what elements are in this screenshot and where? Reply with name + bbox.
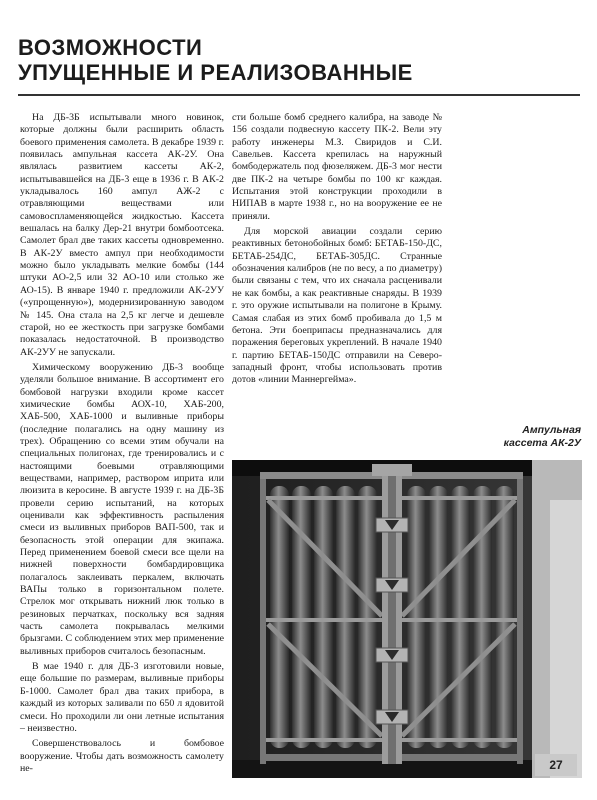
title-line-2: УПУЩЕННЫЕ И РЕАЛИЗОВАННЫЕ bbox=[18, 60, 413, 85]
paragraph: На ДБ-3Б испытывали много новинок, которые должны были расширить область боевого применения самолета. В декабре 1939 г. появилась ампульная кассета АК-2У. Она являлась развитием кассеты АК-2, испытывавшейся на ДБ-3 еще в 1936 г. В АК-2 укладывалось 160 ампул АЖ-2 с отравляющими веществами или самовоспламеняющейся жидкостью. Кассета вешалась на балку Дер-21 внутри бомбоотсека. Самолет брал две таких кассеты одновременно. В АК-2У вместо ампул при необходимости можно было укладывать мелкие бомбы (144 штуки АО-2,5 или 32 АО-10 или столько же АО-15). В январе 1940 г. предложили АК-2УУ («упрощенную»), модернизированную заводом № 145. Она стала на 2,5 кг легче и дешевле старой, но ее жесткость при загрузке бомбами показалась недостаточной. В производство АК-2УУ не запускали. bbox=[20, 112, 224, 358]
photo-caption bbox=[443, 424, 581, 450]
caption-line-2: кассета АК-2У bbox=[503, 437, 581, 449]
text-column-left bbox=[20, 112, 224, 778]
paragraph: В мае 1940 г. для ДБ-3 изготовили новые, еще большие по размерам, выливные приборы Б-1000. Самолет брал два таких прибора, в каждый из которых заливали по 650 л ядовитой смеси. Но проходили ли они летные испытания – неизвестно. bbox=[20, 661, 224, 734]
paragraph: Совершенствовалось и бомбовое вооружение. Чтобы дать возможность самолету не- bbox=[20, 738, 224, 774]
text-column-right bbox=[232, 112, 442, 390]
title-line-1: ВОЗМОЖНОСТИ bbox=[18, 35, 203, 60]
paragraph: Химическому вооружению ДБ-3 вообще уделяли большое внимание. В ассортимент его бомбовой нагрузки входили кроме кассет химические бомбы АОХ-10, ХАБ-200, ХАБ-500, ХАБ-1000 и выливные приборы (последние полагались на одну машину из трех). Обращению со всеми этим обучали на специальных полигонах, где тренировались и с настоящими боевыми отравляющими веществами, например, раствором иприта или люизита в керосине. В августе 1939 г. на ДБ-3Б провели серию испытаний, на которых оценивали как эффективность распыления смеси из выливных приборов ВАП-500, так и безопасность этой операции для экипажа. Перед применением боевой смеси все щели на нижней поверхности бомбардировщика полагалось заклеивать перкалем, включать ВАПы только в горизонтальном полете. Стрелок мог открывать нижний люк только в резиновых перчатках, поскольку вся задняя часть самолета покрывалась мелкими брызгами. С соблюдением этих мер применение выливных приборов считалось безопасным. bbox=[20, 361, 224, 657]
ampoule-cassette-photo bbox=[232, 460, 582, 778]
title-underline bbox=[18, 94, 580, 96]
article-title bbox=[18, 35, 498, 85]
caption-line-1: Ампульная bbox=[522, 424, 581, 436]
paragraph: сти больше бомб среднего калибра, на заводе № 156 создали подвесную кассету ПК-2. Вели эту работу инженеры М.З. Свиридов и С.И. Савельев. Кассета крепилась на наружный бомбодержатель под фюзеляжем. ДБ-3 мог нести две ПК-2 на четыре бомбы по 100 кг каждая. Испытания этой конструкции проходили в НИПАВ в марте 1938 г., но на вооружение ее не приняли. bbox=[232, 112, 442, 222]
page-number: 27 bbox=[535, 754, 577, 776]
paragraph: Для морской авиации создали серию реактивных бетонобойных бомб: БЕТАБ-150-ДС, БЕТАБ-254ДС, БЕТАБ-305ДС. Странные обозначения калибров (не по весу, а по диаметру) были связаны с тем, что их сначала расценивали не как бомбы, а как реактивные снаряды. В 1939 г. это оружие испытывали на полигоне в Крыму. Самая слабая из этих бомб пробивала до 1,5 м бетона. Эти боеприпасы предназначались для поражения береговых укреплений. В начале 1940 г. партию БЕТАБ-150ДС отправили на Северо-западный фронт, чтобы использовать против дотов «линии Маннергейма». bbox=[232, 226, 442, 386]
